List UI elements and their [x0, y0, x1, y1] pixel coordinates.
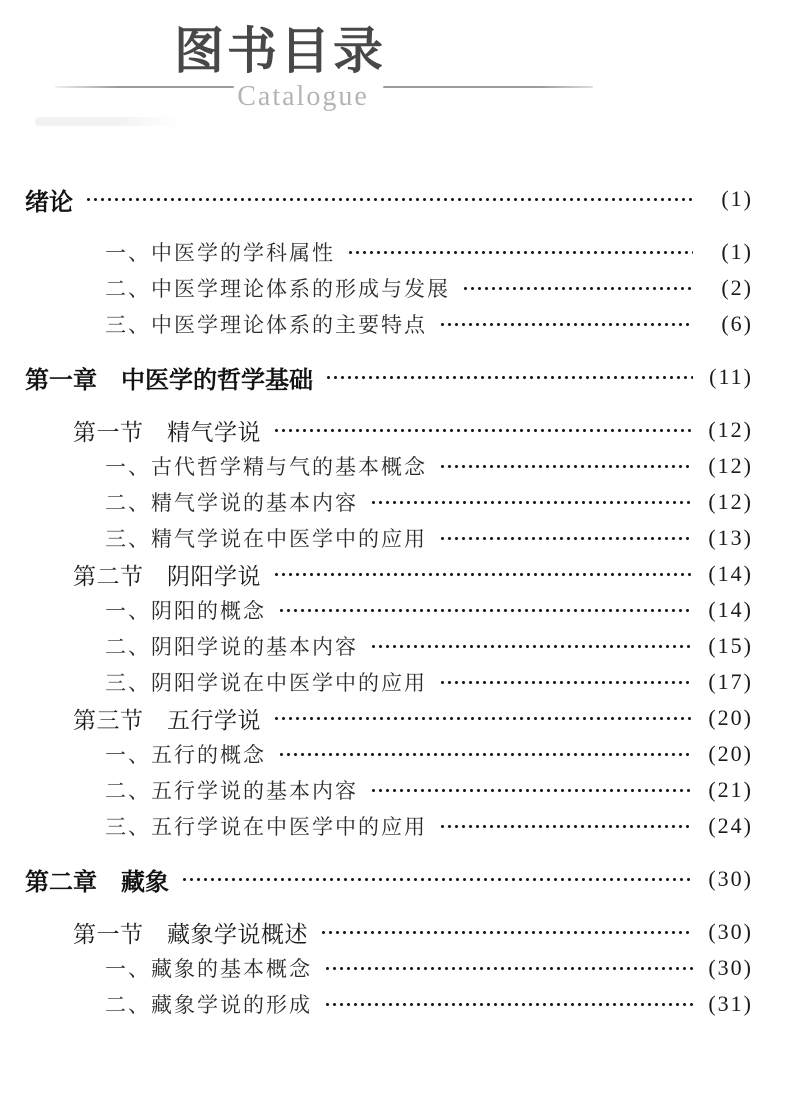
dot-leader: [439, 306, 693, 342]
toc-entry-page: (2): [721, 275, 753, 300]
toc-entry-sub: [25, 592, 753, 628]
dot-leader: [324, 986, 693, 1022]
toc-entry-sub: [25, 520, 753, 556]
dot-leader: [325, 359, 693, 395]
toc-entry-sub: [25, 808, 753, 844]
toc-entry-label: 一、藏象的基本概念: [105, 957, 312, 981]
toc-entry-label: 绪论: [25, 188, 73, 216]
toc-entry-page: (20): [708, 705, 753, 730]
toc-entry-page: (1): [721, 239, 753, 264]
toc-entry-section: [25, 412, 753, 448]
dot-leader: [273, 556, 693, 592]
toc-entry-page: (11): [709, 364, 753, 389]
page-title: 图书目录: [174, 23, 386, 79]
toc-entry-page: (12): [708, 453, 753, 478]
header-rule-right: [383, 86, 593, 88]
toc-entry-label: 第一章 中医学的哲学基础: [25, 366, 313, 394]
scan-artifact: [35, 117, 180, 126]
toc-entry-sub: [25, 234, 753, 270]
dot-leader: [370, 484, 693, 520]
dot-leader: [320, 914, 693, 950]
dot-leader: [278, 592, 693, 628]
toc-entry-page: (13): [708, 525, 753, 550]
dot-leader: [370, 628, 693, 664]
toc-entry-sub: [25, 628, 753, 664]
dot-leader: [439, 520, 693, 556]
dot-leader: [324, 950, 693, 986]
toc-entry-sub: [25, 448, 753, 484]
dot-leader: [273, 700, 693, 736]
toc-entry-chapter: [25, 181, 753, 217]
dot-leader: [439, 448, 693, 484]
toc-entry-label: 一、中医学的学科属性: [105, 241, 335, 265]
toc-entry-label: 第二章 藏象: [25, 868, 169, 896]
toc-entry-section: [25, 700, 753, 736]
toc-entry-label: 第三节 五行学说: [73, 706, 261, 733]
toc-entry-label: 二、中医学理论体系的形成与发展: [105, 277, 450, 301]
dot-leader: [181, 861, 693, 897]
toc-entry-sub: [25, 950, 753, 986]
toc-entry-label: 第一节 藏象学说概述: [73, 920, 308, 947]
dot-leader: [273, 412, 693, 448]
header-rule-left: [55, 86, 234, 88]
dot-leader: [85, 181, 693, 217]
dot-leader: [278, 736, 693, 772]
toc-entry-sub: [25, 772, 753, 808]
toc-entry-sub: [25, 306, 753, 342]
dot-leader: [439, 664, 693, 700]
toc-entry-label: 二、阴阳学说的基本内容: [105, 635, 358, 659]
toc-entry-page: (1): [721, 186, 753, 211]
toc-entry-label: 三、精气学说在中医学中的应用: [105, 527, 427, 551]
toc-entry-page: (20): [708, 741, 753, 766]
toc-entry-label: 第一节 精气学说: [73, 418, 261, 445]
toc-entry-label: 第二节 阴阳学说: [73, 562, 261, 589]
toc-entry-page: (21): [708, 777, 753, 802]
toc-entry-page: (31): [708, 991, 753, 1016]
toc-entry-label: 三、阴阳学说在中医学中的应用: [105, 671, 427, 695]
toc-entry-page: (12): [708, 417, 753, 442]
toc-entry-page: (12): [708, 489, 753, 514]
toc-entry-page: (15): [708, 633, 753, 658]
dot-leader: [347, 234, 693, 270]
toc-entry-page: (14): [708, 597, 753, 622]
toc-list: [25, 164, 753, 1022]
toc-entry-label: 三、五行学说在中医学中的应用: [105, 815, 427, 839]
toc-entry-page: (17): [708, 669, 753, 694]
toc-entry-sub: [25, 664, 753, 700]
toc-entry-page: (6): [721, 311, 753, 336]
toc-entry-section: [25, 914, 753, 950]
page-subtitle: Catalogue: [237, 81, 369, 112]
toc-entry-page: (30): [708, 919, 753, 944]
toc-entry-label: 二、精气学说的基本内容: [105, 491, 358, 515]
toc-entry-page: (30): [708, 955, 753, 980]
toc-entry-page: (30): [708, 866, 753, 891]
toc-entry-label: 一、古代哲学精与气的基本概念: [105, 455, 427, 479]
toc-entry-label: 二、藏象学说的形成: [105, 993, 312, 1017]
dot-leader: [439, 808, 693, 844]
dot-leader: [370, 772, 693, 808]
dot-leader: [462, 270, 693, 306]
toc-entry-chapter: [25, 359, 753, 395]
toc-entry-label: 二、五行学说的基本内容: [105, 779, 358, 803]
toc-entry-label: 一、阴阳的概念: [105, 599, 266, 623]
toc-entry-sub: [25, 736, 753, 772]
toc-entry-sub: [25, 270, 753, 306]
toc-entry-page: (14): [708, 561, 753, 586]
toc-entry-page: (24): [708, 813, 753, 838]
toc-entry-label: 三、中医学理论体系的主要特点: [105, 313, 427, 337]
toc-entry-section: [25, 556, 753, 592]
toc-entry-chapter: [25, 861, 753, 897]
toc-entry-sub: [25, 484, 753, 520]
toc-entry-label: 一、五行的概念: [105, 743, 266, 767]
toc-entry-sub: [25, 986, 753, 1022]
